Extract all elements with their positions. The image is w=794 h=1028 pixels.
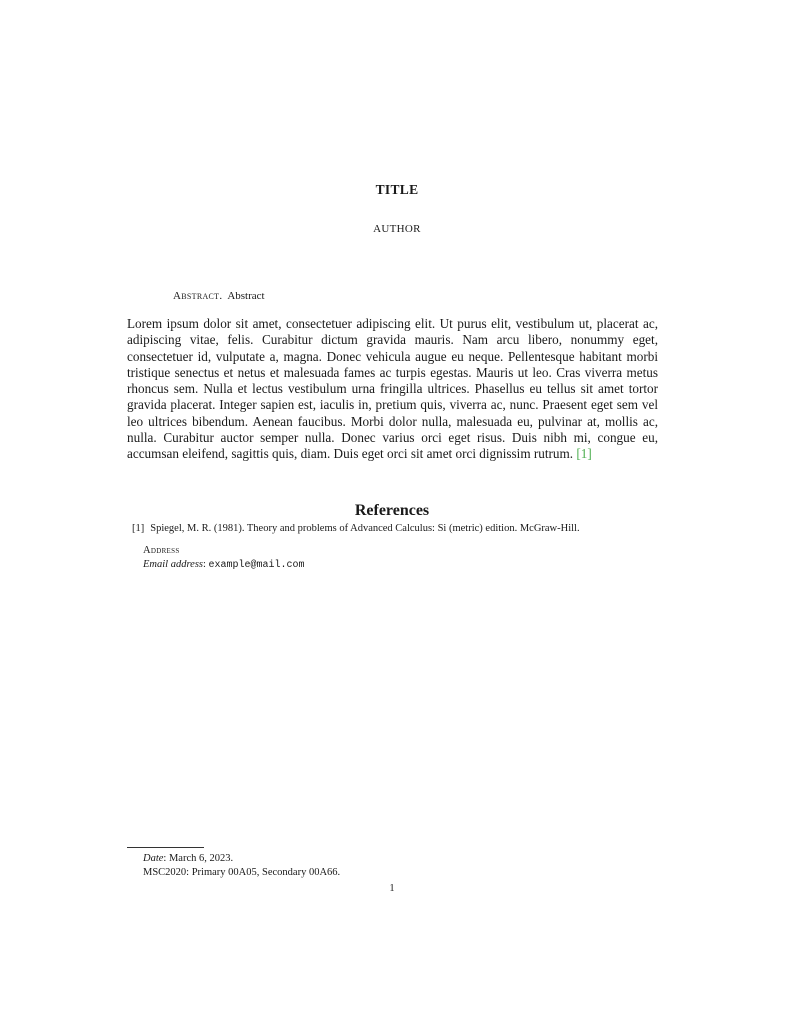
- references-heading: References: [354, 502, 430, 519]
- date-value: March 6, 2023.: [168, 853, 234, 864]
- reference-text: Spiegel, M. R. (1981). Theory and problems of Advanced Calculus: Si (metric) edition. McGraw-Hill.: [150, 523, 580, 534]
- author-address: Address: [143, 545, 180, 556]
- paper-author: AUTHOR: [373, 223, 421, 235]
- date-footnote: Date: March 6, 2023.: [143, 853, 234, 864]
- body-paragraph: [127, 316, 658, 463]
- reference-number: [1]: [132, 523, 145, 534]
- paper-title: TITLE: [375, 182, 419, 197]
- citation-link[interactable]: [1]: [576, 446, 592, 462]
- email-address[interactable]: example@mail.com: [208, 560, 305, 571]
- abstract-text: Abstract: [227, 290, 265, 302]
- body-text: Lorem ipsum dolor sit amet, consectetuer adipiscing elit. Ut purus elit, vestibulum ut, placerat ac, adipiscing vitae, felis. Curabitur dictum gravida mauris. Nam arcu libero, nonummy eget, consectetuer id, vulputate a, magna. Donec vehicula augue eu neque. Pellentesque habitant morbi tristique senectus et netus et malesuada fames ac turpis egestas. Mauris ut leo. Cras viverra metus rhoncus sem. Nulla et lectus vestibulum urna fringilla ultrices. Phasellus eu tellus sit amet tortor gravida placerat. Integer sapien est, iaculis in, pretium quis, viverra ac, nunc. Praesent eget sem vel leo ultrices bibendum. Aenean faucibus. Morbi dolor nulla, malesuada eu, pulvinar at, mollis ac, nulla. Curabitur auctor semper nulla. Donec varius orci eget risus. Duis nibh mi, congue eu, accumsan eleifend, sagittis quis, diam. Duis eget orci sit amet orci dignissim rutrum.: [127, 316, 658, 462]
- reference-item: [132, 523, 580, 534]
- page-number: 1: [389, 883, 395, 894]
- email-line: Email address: example@mail.com: [143, 559, 305, 571]
- email-label: Email address: [143, 559, 203, 570]
- date-label: Date: [143, 853, 164, 864]
- footnote-rule: [127, 847, 204, 848]
- abstract: [173, 290, 265, 302]
- msc-classification: MSC2020: Primary 00A05, Secondary 00A66.: [143, 867, 341, 878]
- abstract-label: Abstract.: [173, 290, 223, 302]
